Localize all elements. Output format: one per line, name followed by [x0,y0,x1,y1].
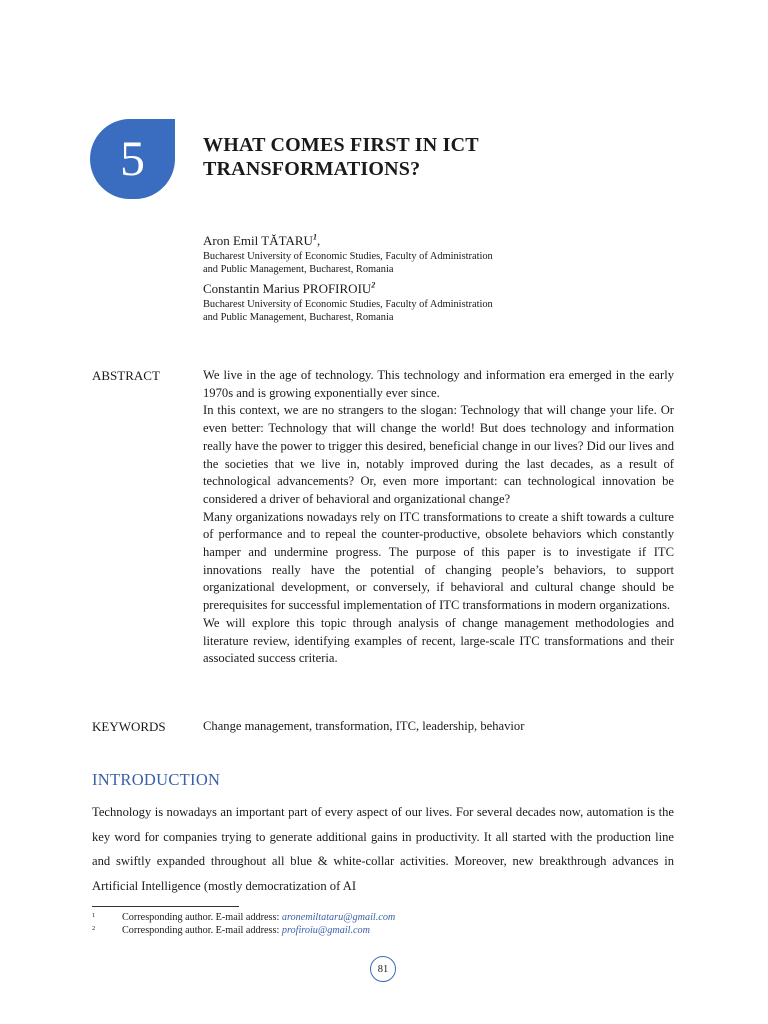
footnote-2-number: 2 [92,925,96,932]
page-number-badge [370,956,396,982]
keywords-text: Change management, transformation, ITC, leadership, behavior [203,719,525,733]
author-2-affiliation-line-2: and Public Management, Bucharest, Romania [203,312,394,323]
introduction-heading: INTRODUCTION [92,770,221,789]
chapter-number-badge [90,119,175,199]
footnote-2-text: Corresponding author. E-mail address: [122,925,282,936]
author-1-affiliation-line-2: and Public Management, Bucharest, Romania [203,264,394,275]
introduction-text: Technology is nowadays an important part of every aspect of our lives. For several decades now, automation is the key word for companies trying to generate additional gains in productivity. It all started with the production line and swiftly expanded throughout all blue & white-collar activities. Moreover, new breakthrough advances in Artificial Intelligence (mostly democratization of AI [92,805,674,893]
footnote-1-email-link[interactable]: aronemiltataru@gmail.com [281,912,396,923]
abstract-paragraph-1: We live in the age of technology. This technology and information era emerged in the early 1970s and is growing exponentially ever since. [203,368,674,400]
paper-title-line-2: TRANSFORMATIONS? [203,158,421,180]
page-number: 81 [377,963,389,975]
author-2-name: Constantin Marius PROFIROIU [203,281,372,296]
author-1-affiliation-line-1: Bucharest University of Economic Studies, Faculty of Administration [203,251,493,262]
author-1-footnote-marker: 1 [312,232,317,242]
abstract-paragraph-2: In this context, we are no strangers to the slogan: Technology that will change your life. Or even better: Technology that will change the world! But does technology and information really have the power to trigger this desired, beneficial change in our lives? Did our lives and the societies that we live in, notably improved during the last decades, as a result of technological advancements? Or, even more important: can technological innovation be considered a driver of behavioral and organizational change? [203,403,674,506]
keywords-label: KEYWORDS [92,719,166,734]
abstract-paragraph-3: Many organizations nowadays rely on ITC transformations to create a shift towards a culture of performance and to repeal the counter-productive, obsolete behaviors which constantly hamper and undermine progress. The purpose of this paper is to investigate if ITC innovations really have the potential of changing people’s behaviors, to support organizational development, or conversely, if behavioral and cultural change should be prerequisites for successful implementation of ITC transformations in modern organizations. [203,509,674,613]
paper-title-line-1: WHAT COMES FIRST IN ICT [203,134,479,156]
footnote-divider [92,906,239,907]
footnote-1-number: 1 [92,912,96,919]
footnote-2-email-link[interactable]: profiroiu@gmail.com [281,925,370,936]
author-1 [203,233,320,249]
author-1-suffix: , [316,233,321,248]
author-2-footnote-marker: 2 [371,280,376,290]
author-2-affiliation-line-1: Bucharest University of Economic Studies, Faculty of Administration [203,299,493,310]
footnote-1-text: Corresponding author. E-mail address: [122,912,282,923]
abstract-label: ABSTRACT [92,368,160,383]
author-2-affiliation [203,298,583,324]
abstract-paragraph-4: We will explore this topic through analysis of change management methodologies and literature review, identifying examples of recent, large-scale ITC transformations and their associated success criteria. [203,615,674,666]
paper-title [203,133,683,181]
chapter-number: 5 [120,130,145,186]
author-1-name: Aron Emil TĂTARU [203,233,313,248]
author-2 [203,281,375,297]
author-1-affiliation [203,250,583,276]
abstract-body [203,367,674,668]
